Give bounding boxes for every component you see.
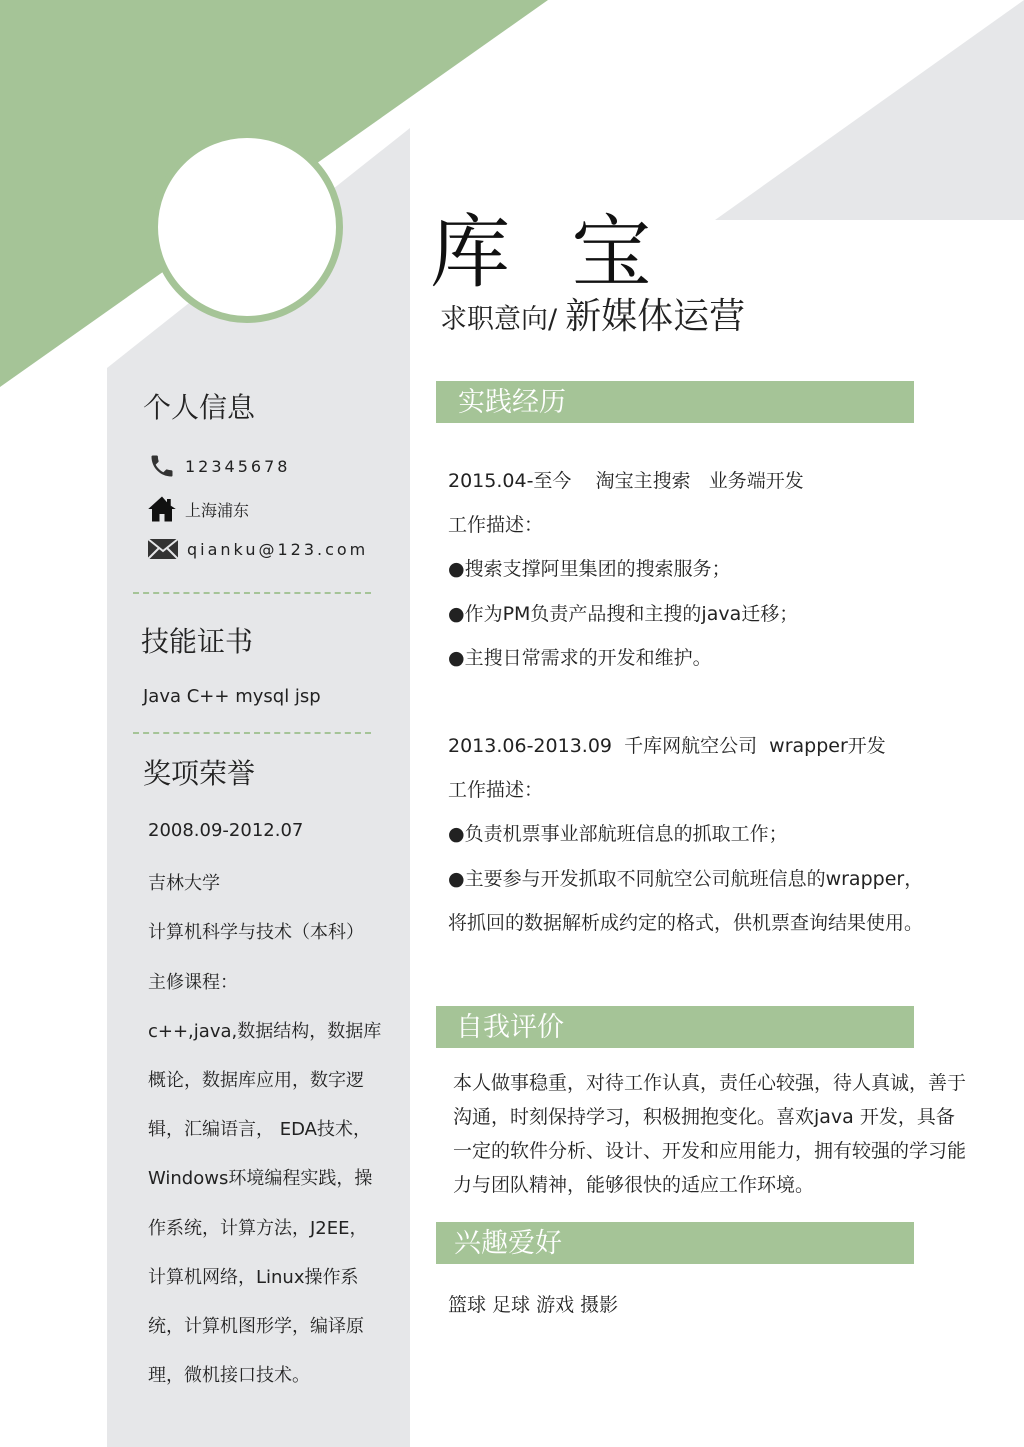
award-line: 统，计算机图形学，编译原 (148, 1316, 364, 1337)
award-line: 计算机科学与技术（本科） (148, 922, 364, 944)
awards-title: 奖项荣誉 (143, 757, 256, 790)
job-duty: ●负责机票事业部航班信息的抓取工作； (448, 823, 788, 846)
experience-header: 实践经历 (436, 381, 914, 423)
award-line: 辑，汇编语言， EDA技术， (148, 1119, 371, 1141)
skills-title: 技能证书 (141, 625, 254, 658)
intent-value: 新媒体运营 (565, 296, 746, 337)
job-desc-label: 工作描述： (448, 514, 544, 537)
job-heading: 2013.06-2013.09 千库网航空公司 wrapper开发 (448, 735, 886, 757)
phone-row (147, 452, 290, 480)
job-intent (440, 288, 745, 339)
award-line: 概论，数据库应用，数字逻 (148, 1070, 364, 1091)
job-duty: ●搜索支撑阿里集团的搜索服务； (448, 558, 731, 581)
email: qianku@123.com (187, 539, 369, 559)
phone-icon (147, 452, 177, 480)
hobbies-header: 兴趣爱好 (436, 1222, 914, 1264)
award-line: 作系统，计算方法，J2EE， (148, 1217, 368, 1239)
job-duty: ●主搜日常需求的开发和维护。 (448, 646, 712, 669)
skills-text: Java C++ mysql jsp (143, 686, 321, 707)
phone-number: 12345678 (185, 456, 291, 476)
address-row (147, 494, 249, 524)
award-line: 2008.09-2012.07 (148, 820, 304, 841)
award-line: 主修课程： (148, 971, 238, 993)
award-line: 计算机网络，Linux操作系 (148, 1266, 359, 1288)
job-duty: ●作为PM负责产品搜和主搜的java迁移； (448, 602, 799, 625)
profile-photo (151, 131, 343, 323)
address: 上海浦东 (185, 500, 250, 520)
job-duty: ●主要参与开发抓取不同航空公司航班信息的wrapper， (448, 867, 924, 890)
award-line: 吉林大学 (148, 873, 220, 895)
self-eval-header: 自我评价 (436, 1006, 914, 1048)
award-line: Windows环境编程实践，操 (148, 1168, 373, 1190)
intent-label: 求职意向/ (440, 304, 558, 335)
job-duty: 将抓回的数据解析成约定的格式，供机票查询结果使用。 (448, 911, 924, 934)
self-eval-text: 本人做事稳重，对待工作认真，责任心较强，待人真诚，善于沟通，时刻保持学习，积极拥抱变化。喜欢java 开发，具备一定的软件分析、设计、开发和应用能力，拥有较强的学习能力与团队精神，能够很快的适应工作环境。 (453, 1072, 967, 1196)
gray-triangle (715, 0, 1024, 220)
mail-icon (147, 538, 179, 560)
candidate-name: 库 宝 (430, 206, 670, 299)
personal-info-title: 个人信息 (143, 391, 256, 424)
award-line: c++,java,数据结构，数据库 (148, 1020, 382, 1042)
divider (133, 592, 371, 594)
hobbies-text: 篮球 足球 游戏 摄影 (448, 1294, 619, 1316)
job-heading: 2015.04-至今 淘宝主搜索 业务端开发 (448, 470, 804, 492)
divider (133, 732, 371, 734)
job-desc-label: 工作描述： (448, 779, 544, 802)
home-icon (147, 494, 177, 524)
award-line: 理，微机接口技术。 (148, 1365, 310, 1387)
email-row (147, 538, 368, 560)
